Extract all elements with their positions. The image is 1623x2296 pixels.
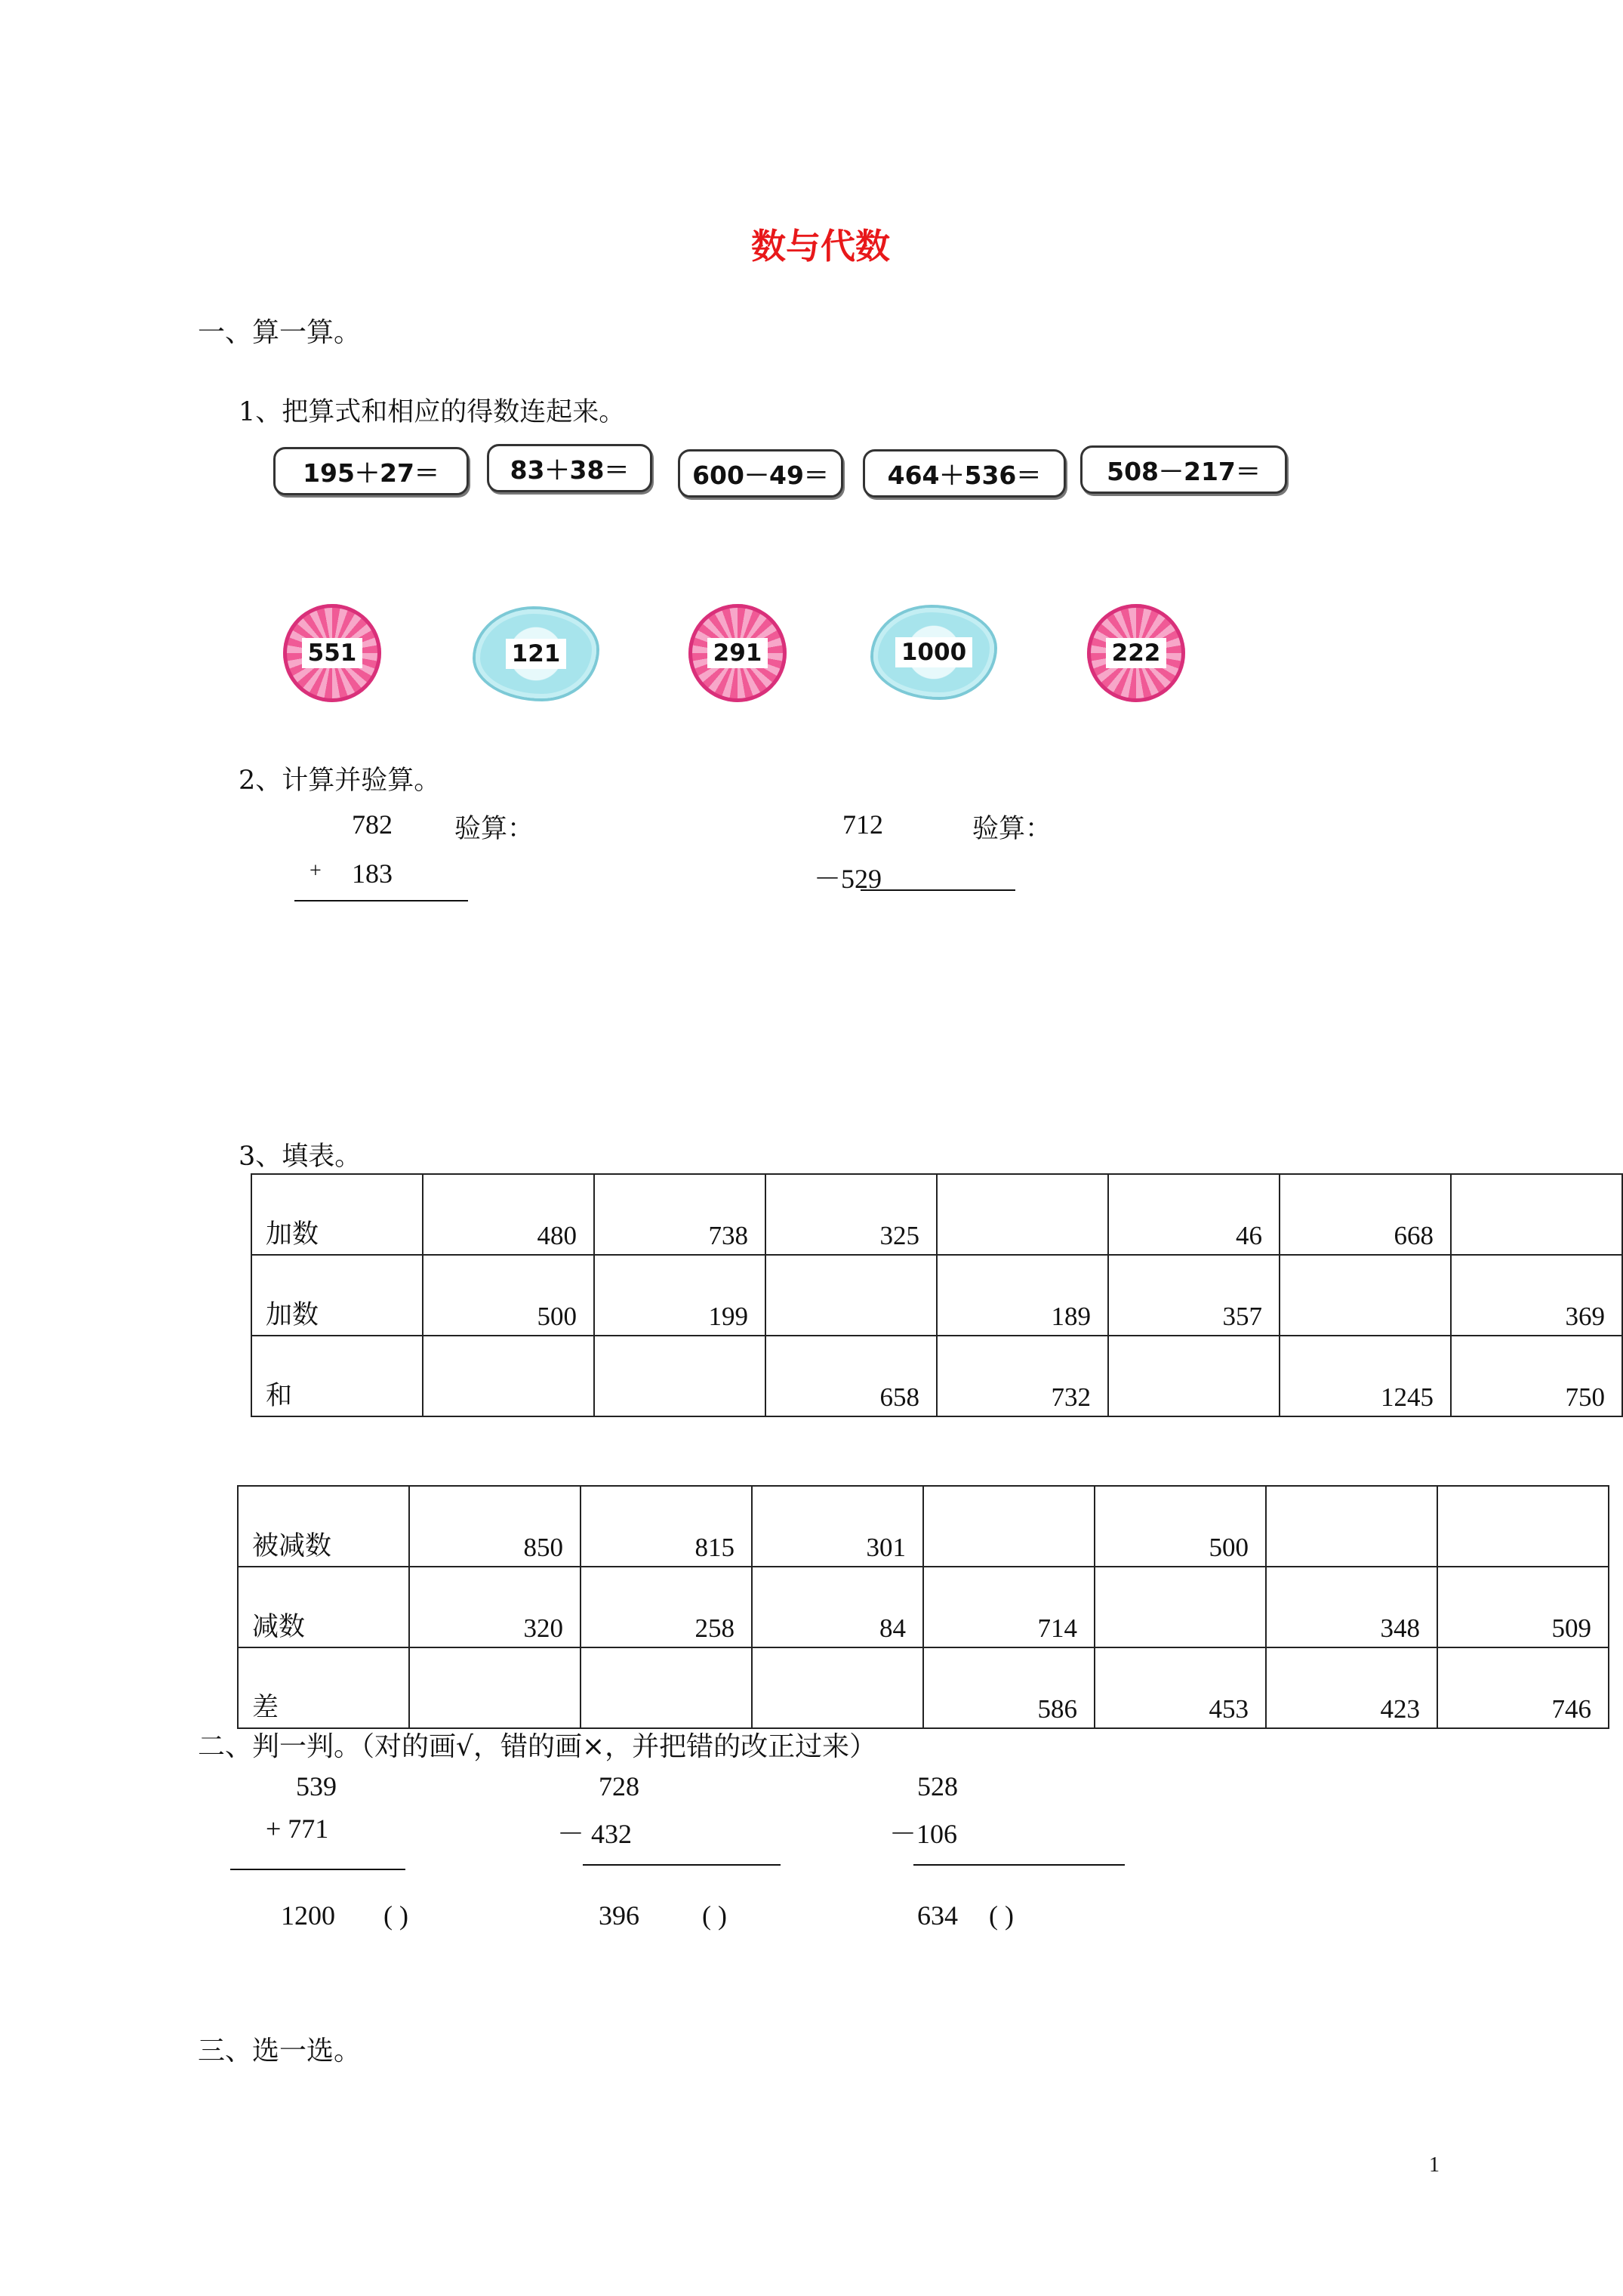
- table-cell[interactable]: [423, 1336, 594, 1416]
- table-cell: 586: [923, 1647, 1095, 1728]
- table-cell[interactable]: [1437, 1486, 1609, 1567]
- table-cell: 500: [1095, 1486, 1266, 1567]
- row-label: 和: [251, 1336, 423, 1416]
- plus-sign: +: [310, 859, 322, 883]
- table-cell: 199: [594, 1255, 765, 1336]
- addition-table: [251, 1173, 1623, 1417]
- row-label: 加数: [251, 1255, 423, 1336]
- question-2-prompt: 2、计算并验算。: [239, 766, 441, 796]
- table-cell[interactable]: [1108, 1336, 1280, 1416]
- judge-2-bracket[interactable]: ( ): [702, 1900, 727, 1931]
- judge-2-result: 396: [599, 1900, 639, 1931]
- section-2-heading: 二、判一判。（对的画√，错的画×，并把错的改正过来）: [198, 1731, 877, 1762]
- problem-b-check-label: 验算：: [972, 814, 1052, 844]
- table-cell[interactable]: [937, 1174, 1108, 1255]
- table-cell[interactable]: [1280, 1255, 1451, 1336]
- judge-1-result: 1200: [281, 1900, 335, 1931]
- answer-value: 222: [1106, 638, 1167, 668]
- answer-flower[interactable]: [873, 608, 994, 697]
- expression-card[interactable]: 464＋536＝: [863, 449, 1066, 498]
- table-row: [238, 1567, 1609, 1647]
- expression-card[interactable]: 195＋27＝: [273, 447, 469, 495]
- answer-value: 551: [302, 638, 363, 668]
- judge-3-bottom: －106: [889, 1819, 958, 1849]
- answer-value: 121: [506, 639, 567, 669]
- table-cell[interactable]: [581, 1647, 752, 1728]
- page-number: 1: [1429, 2153, 1440, 2177]
- table-cell[interactable]: [752, 1647, 923, 1728]
- table-row: [238, 1647, 1609, 1728]
- table-cell: 46: [1108, 1174, 1280, 1255]
- problem-b-bottom: －529: [814, 864, 882, 894]
- table-cell: 348: [1266, 1567, 1437, 1647]
- answer-line: [913, 1864, 1125, 1866]
- table-cell[interactable]: [409, 1647, 581, 1728]
- table-cell: 453: [1095, 1647, 1266, 1728]
- section-3-heading: 三、选一选。: [198, 2036, 362, 2066]
- table-row: [251, 1174, 1622, 1255]
- judge-2-bottom: － 432: [557, 1819, 633, 1849]
- expression-card[interactable]: 600－49＝: [678, 449, 843, 498]
- table-cell: 325: [765, 1174, 937, 1255]
- table-cell: 509: [1437, 1567, 1609, 1647]
- question-3-prompt: 3、填表。: [239, 1142, 362, 1172]
- answer-line: [294, 900, 468, 901]
- table-cell: 746: [1437, 1647, 1609, 1728]
- table-cell[interactable]: [594, 1336, 765, 1416]
- judge-3-top: 528: [917, 1771, 958, 1801]
- judge-3-bracket[interactable]: ( ): [989, 1900, 1014, 1931]
- row-label: 被减数: [238, 1486, 409, 1567]
- answer-flower[interactable]: [476, 609, 596, 698]
- table-cell: 423: [1266, 1647, 1437, 1728]
- problem-a-top: 782: [352, 809, 393, 840]
- table-cell: 1245: [1280, 1336, 1451, 1416]
- answer-line: [861, 889, 1015, 891]
- table-cell: 815: [581, 1486, 752, 1567]
- answer-flower[interactable]: [688, 604, 787, 702]
- judge-3-result: 634: [917, 1900, 958, 1931]
- problem-a-check-label: 验算：: [454, 814, 534, 844]
- table-row: [238, 1486, 1609, 1567]
- table-cell: 732: [937, 1336, 1108, 1416]
- section-1-heading: 一、算一算。: [198, 317, 362, 348]
- table-cell: 258: [581, 1567, 752, 1647]
- answer-value: 291: [707, 638, 768, 668]
- row-label: 减数: [238, 1567, 409, 1647]
- row-label: 差: [238, 1647, 409, 1728]
- table-cell: 738: [594, 1174, 765, 1255]
- table-cell[interactable]: [1266, 1486, 1437, 1567]
- table-cell: 320: [409, 1567, 581, 1647]
- table-cell: 189: [937, 1255, 1108, 1336]
- answer-flower[interactable]: [283, 604, 381, 702]
- expression-card[interactable]: 508－217＝: [1080, 445, 1287, 494]
- answer-flower[interactable]: [1087, 604, 1185, 702]
- problem-a-bottom: 183: [352, 858, 393, 889]
- judge-2-top: 728: [599, 1771, 639, 1801]
- table-cell: 480: [423, 1174, 594, 1255]
- table-cell: 668: [1280, 1174, 1451, 1255]
- table-cell[interactable]: [923, 1486, 1095, 1567]
- table-cell: 369: [1451, 1255, 1622, 1336]
- table-cell: 500: [423, 1255, 594, 1336]
- table-cell: 750: [1451, 1336, 1622, 1416]
- answer-value: 1000: [895, 637, 972, 667]
- page-title: 数与代数: [751, 226, 890, 267]
- row-label: 加数: [251, 1174, 423, 1255]
- judge-1-bottom: + 771: [266, 1814, 329, 1844]
- table-cell: 658: [765, 1336, 937, 1416]
- table-cell[interactable]: [1095, 1567, 1266, 1647]
- judge-1-bracket[interactable]: ( ): [383, 1900, 408, 1931]
- table-cell[interactable]: [1451, 1174, 1622, 1255]
- table-cell: 357: [1108, 1255, 1280, 1336]
- table-cell: 850: [409, 1486, 581, 1567]
- table-row: [251, 1255, 1622, 1336]
- problem-b-top: 712: [842, 809, 883, 840]
- table-cell: 301: [752, 1486, 923, 1567]
- judge-1-top: 539: [296, 1771, 337, 1801]
- subtraction-table: [237, 1485, 1609, 1729]
- expression-card[interactable]: 83＋38＝: [487, 444, 652, 492]
- table-cell[interactable]: [765, 1255, 937, 1336]
- answer-line: [583, 1864, 781, 1866]
- table-row: [251, 1336, 1622, 1416]
- table-cell: 714: [923, 1567, 1095, 1647]
- table-cell: 84: [752, 1567, 923, 1647]
- question-1-prompt: 1、把算式和相应的得数连起来。: [239, 397, 626, 427]
- answer-line: [230, 1869, 405, 1870]
